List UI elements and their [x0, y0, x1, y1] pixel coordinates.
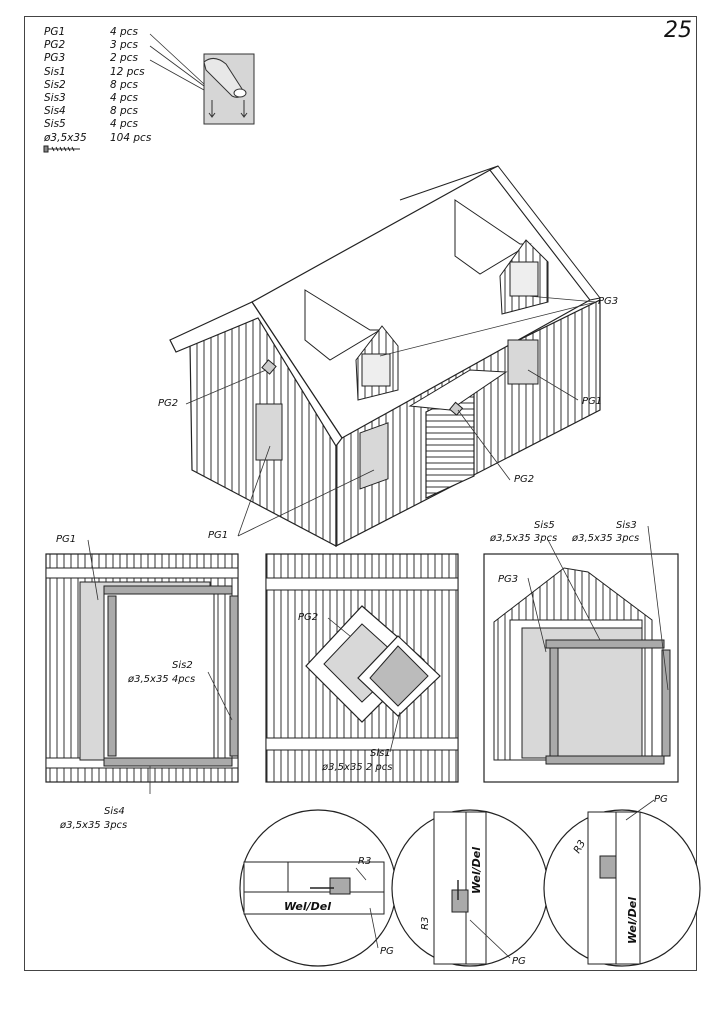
part-code: Sis3	[44, 92, 66, 105]
part-code: PG2	[44, 39, 66, 52]
part-qty: 8 pcs	[110, 78, 138, 91]
page-number: 25	[664, 18, 692, 43]
part-code: ø3,5x35	[44, 131, 87, 144]
circle3-r3-label: R3	[572, 838, 589, 856]
middle-screws-label: ø3,5x35 2 pcs	[322, 762, 393, 773]
right-sis3-screws-label: ø3,5x35 3pcs	[572, 533, 640, 544]
part-code: Sis2	[44, 78, 66, 91]
circle3-pg-label: PG	[654, 794, 668, 805]
part-qty: 4 pcs	[110, 92, 138, 105]
part-qty: 104 pcs	[110, 131, 152, 144]
right-sis5-screws-label: ø3,5x35 3pcs	[490, 533, 558, 544]
right-sis3-label: Sis3	[616, 520, 637, 531]
circle2-r3-label: R3	[420, 916, 431, 930]
circle1-pg-label: PG	[380, 946, 394, 957]
callout-pg2-left: PG2	[158, 398, 179, 409]
left-pg1-label: PG1	[56, 534, 77, 545]
part-qty: 4 pcs	[110, 26, 138, 38]
circle1-r3-label: R3	[358, 856, 372, 867]
part-code: Sis4	[44, 105, 66, 118]
part-code: Sis1	[44, 65, 66, 78]
callout-pg3: PG3	[598, 296, 619, 307]
middle-sis1-label: Sis1	[370, 748, 391, 759]
part-code: PG3	[44, 52, 66, 65]
part-qty: 3 pcs	[110, 39, 138, 52]
callout-pg1-bottom: PG1	[208, 530, 229, 541]
circle2-weldel-label: Wel/Del	[470, 846, 483, 894]
left-screws-label: ø3,5x35 4pcs	[128, 674, 196, 685]
circle1-weldel-label: Wel/Del	[284, 900, 332, 913]
part-qty: 4 pcs	[110, 118, 138, 131]
left-sis4-screws-label: ø3,5x35 3pcs	[60, 820, 128, 831]
circle3-weldel-label: Wel/Del	[626, 896, 639, 944]
left-sis4-label: Sis4	[104, 806, 125, 817]
callout-pg2-door: PG2	[514, 474, 535, 485]
part-code: Sis5	[44, 118, 66, 131]
right-sis5-label: Sis5	[534, 520, 555, 531]
right-pg3-label: PG3	[498, 574, 519, 585]
part-code: PG1	[44, 26, 66, 38]
part-qty: 2 pcs	[110, 52, 138, 65]
part-qty: 8 pcs	[110, 105, 138, 118]
callout-pg1-right: PG1	[582, 396, 603, 407]
part-qty: 12 pcs	[110, 65, 145, 78]
left-sis2-label: Sis2	[172, 660, 193, 671]
middle-pg2-label: PG2	[298, 612, 319, 623]
circle2-pg-label: PG	[512, 956, 526, 967]
